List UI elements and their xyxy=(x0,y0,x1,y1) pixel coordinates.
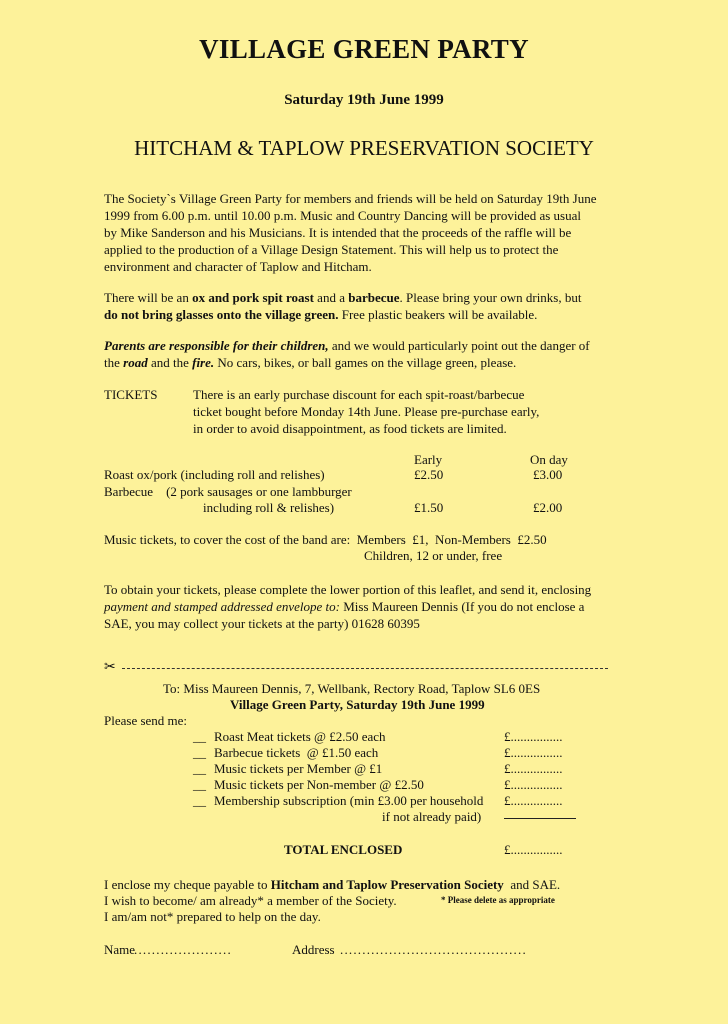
text: I enclose my cheque payable to xyxy=(104,877,271,892)
tickets-text: in order to avoid disappointment, as food tickets are limited. xyxy=(193,421,507,436)
order-item-blank[interactable]: __ xyxy=(193,793,206,808)
barbecue-text: barbecue xyxy=(348,290,400,305)
order-item-blank[interactable]: __ xyxy=(193,745,206,760)
text: . Please bring your own drinks, but xyxy=(399,290,582,305)
food-paragraph-line1 xyxy=(104,290,581,306)
tickets-label: TICKETS xyxy=(104,387,158,402)
barbecue-label: Barbecue (2 pork sausages or one lambburger xyxy=(104,484,352,499)
intro-line: by Mike Sanderson and his Musicians. It is intended that the proceeds of the raffle will be xyxy=(104,225,572,240)
text: Miss Maureen Dennis (If you do not enclose a xyxy=(340,599,585,614)
address-field[interactable]: .......................................... xyxy=(340,942,527,957)
intro-line: 1999 from 6.00 p.m. until 10.00 p.m. Music and Country Dancing will be provided as usual xyxy=(104,208,581,223)
society-name: HITCHAM & TAPLOW PRESERVATION SOCIETY xyxy=(134,136,594,160)
if-not-paid-note: if not already paid) xyxy=(382,809,482,824)
dashed-divider xyxy=(122,668,608,669)
barbecue-onday-price: £2.00 xyxy=(533,500,563,515)
order-item-label: Roast Meat tickets @ £2.50 each xyxy=(214,729,386,744)
tickets-text: ticket bought before Monday 14th June. Please pre-purchase early, xyxy=(193,404,540,419)
order-item-blank[interactable]: __ xyxy=(193,777,206,792)
payee-name: Hitcham and Taplow Preservation Society xyxy=(270,877,504,892)
order-item-amount[interactable]: £................ xyxy=(504,793,563,808)
children-free-line: Children, 12 or under, free xyxy=(364,548,503,563)
order-item-amount[interactable]: £................ xyxy=(504,761,563,776)
order-item-amount[interactable]: £................ xyxy=(504,729,563,744)
form-event-line: Village Green Party, Saturday 19th June 1999 xyxy=(230,697,485,712)
text: Free plastic beakers will be available. xyxy=(338,307,538,322)
roast-onday-price: £3.00 xyxy=(533,467,563,482)
barbecue-early-price: £1.50 xyxy=(414,500,444,515)
text: There will be an xyxy=(104,290,193,305)
subtotal-rule xyxy=(504,818,576,819)
total-enclosed-amount[interactable]: £................ xyxy=(504,842,563,857)
order-item-label: Music tickets per Member @ £1 xyxy=(214,761,383,776)
text: and the xyxy=(147,355,193,370)
safety-paragraph-line2 xyxy=(104,355,516,371)
intro-line: The Society`s Village Green Party for members and friends will be held on Saturday 19th June xyxy=(104,191,597,206)
intro-line: applied to the production of a Village Design Statement. This will help us to protect the xyxy=(104,242,559,257)
page-title: VILLAGE GREEN PARTY xyxy=(199,34,529,64)
delete-note: * Please delete as appropriate xyxy=(441,895,555,905)
obtain-line: SAE, you may collect your tickets at the party) 01628 60395 xyxy=(104,616,420,631)
please-send-label: Please send me: xyxy=(104,713,188,728)
safety-paragraph-line1 xyxy=(104,338,590,354)
road-text: road xyxy=(123,355,148,370)
intro-line: environment and character of Taplow and Hitcham. xyxy=(104,259,372,274)
order-item-label: Barbecue tickets @ £1.50 each xyxy=(214,745,379,760)
tickets-text: There is an early purchase discount for each spit-roast/barbecue xyxy=(193,387,525,402)
parents-text: Parents are responsible for their children, xyxy=(104,338,329,353)
fire-text: fire. xyxy=(192,355,215,370)
obtain-line xyxy=(104,599,584,615)
scissors-icon: ✂ xyxy=(104,660,116,675)
address-label: Address xyxy=(292,942,335,957)
text: and we would particularly point out the danger of xyxy=(328,338,590,353)
total-enclosed-label: TOTAL ENCLOSED xyxy=(284,842,403,857)
obtain-line: To obtain your tickets, please complete the lower portion of this leaflet, and send it, enclosing xyxy=(104,582,592,597)
barbecue-label-cont: including roll & relishes) xyxy=(203,500,335,515)
order-item-label: Membership subscription (min £3.00 per household xyxy=(214,793,484,808)
order-item-blank[interactable]: __ xyxy=(193,729,206,744)
spit-roast-text: ox and pork spit roast xyxy=(192,290,314,305)
no-glasses-text: do not bring glasses onto the village green. xyxy=(104,307,339,322)
text: the xyxy=(104,355,124,370)
roast-label: Roast ox/pork (including roll and relishes) xyxy=(104,467,325,482)
obtain-italic: payment and stamped addressed envelope to: xyxy=(104,599,340,614)
name-label: Name xyxy=(104,942,136,957)
food-paragraph-line2 xyxy=(104,307,537,323)
event-date: Saturday 19th June 1999 xyxy=(284,92,444,108)
text: and SAE. xyxy=(503,877,561,892)
order-item-amount[interactable]: £................ xyxy=(504,777,563,792)
cheque-line xyxy=(104,877,560,893)
onday-column-header: On day xyxy=(530,452,568,467)
text: No cars, bikes, or ball games on the village green, please. xyxy=(214,355,517,370)
form-address-line: To: Miss Maureen Dennis, 7, Wellbank, Rectory Road, Taplow SL6 0ES xyxy=(163,681,541,696)
membership-line[interactable]: I wish to become/ am already* a member of the Society. xyxy=(104,893,397,908)
cut-line xyxy=(104,660,608,675)
help-line[interactable]: I am/am not* prepared to help on the day. xyxy=(104,909,321,924)
name-field[interactable]: ...................... xyxy=(134,942,232,957)
order-item-amount[interactable]: £................ xyxy=(504,745,563,760)
music-tickets-line: Music tickets, to cover the cost of the band are: Members £1, Non-Members £2.50 xyxy=(104,532,547,547)
order-item-blank[interactable]: __ xyxy=(193,761,206,776)
text: and a xyxy=(313,290,349,305)
order-item-label: Music tickets per Non-member @ £2.50 xyxy=(214,777,424,792)
roast-early-price: £2.50 xyxy=(414,467,444,482)
early-column-header: Early xyxy=(414,452,443,467)
